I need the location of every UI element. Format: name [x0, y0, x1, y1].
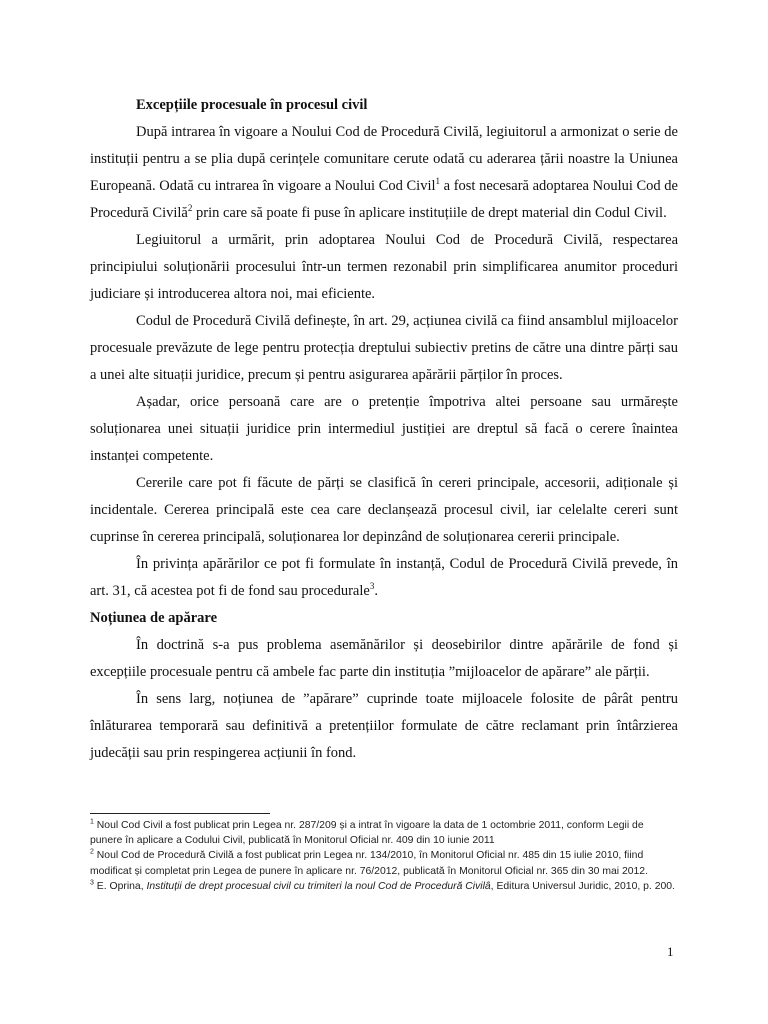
paragraph-7: În doctrină s-a pus problema asemănărilor și deosebirilor dintre apărările de fond și excepțiile procesuale pentru că ambele fac parte din instituția ”mijloacelor de apărare” ale părții. [90, 637, 678, 680]
footnote-3 [90, 879, 678, 894]
paragraph-3: Codul de Procedură Civilă definește, în art. 29, acțiunea civilă ca fiind ansamblul mijloacelor procesuale prevăzute de lege pentru protecția dreptului subiectiv pretins de către una dintre părți sau a unei alte situații juridice, precum și pentru asigurarea apărării părților în proces. [90, 313, 678, 383]
paragraph-1-part-c: prin care să poate fi puse în aplicare instituțiile de drept material din Codul Civil. [192, 205, 667, 221]
footnotes [90, 818, 678, 894]
paragraph-1-part-b: a fost necesară adoptarea Noului Cod de Procedură Civilă [90, 178, 678, 221]
footnote-ref-3[interactable]: 3 [369, 581, 375, 592]
document-title: Excepțiile procesuale în procesul civil [136, 97, 368, 113]
footnote-3-publisher: , Editura Universul Juridic, 2010, p. 200. [490, 880, 675, 892]
footnote-number-2: 2 [90, 848, 94, 856]
footnote-divider [90, 813, 270, 814]
page-number: 1 [667, 944, 674, 959]
paragraph-1-part-a: După intrarea în vigoare a Noului Cod de Procedură Civilă, legiuitorul a armonizat o serie de instituții pentru a se plia după cerințele comunitare cerute odată cu aderarea țării noastre la Uniunea Europeană. Odată cu intrarea în vigoare a Noului Cod Civil [90, 124, 678, 194]
footnote-number-3: 3 [90, 879, 94, 887]
footnote-1 [90, 818, 678, 848]
section-heading: Noțiunea de apărare [90, 610, 218, 626]
paragraph-6-part-a: În privința apărărilor ce pot fi formulate în instanță, Codul de Procedură Civilă prevede, în art. 31, că acestea pot fi de fond sau procedurale [90, 556, 678, 599]
body-text [90, 92, 678, 767]
footnote-text-1: Noul Cod Civil a fost publicat prin Legea nr. 287/209 și a intrat în vigoare la data de 1 octombrie 2011, conform Legii de punere în aplicare a Codului Civil, publicată în Monitorul Oficial nr. 409 din 10 iunie 2011 [90, 820, 644, 847]
footnote-2 [90, 848, 678, 878]
footnote-number-1: 1 [90, 818, 94, 826]
paragraph-5: Cererile care pot fi făcute de părți se clasifică în cereri principale, accesorii, adiționale și incidentale. Cererea principală este cea care declanșează procesul civil, iar celelalte cereri sunt cuprinse în cererea principală, soluționarea lor depinzând de soluționarea cererii principale. [90, 475, 678, 545]
paragraph-8: În sens larg, noțiunea de ”apărare” cuprinde toate mijloacele folosite de pârât pentru înlăturarea temporară sau definitivă a pretențiilor formulate de către reclamant prin întârzierea judecății sau prin respingerea acțiunii în fond. [90, 691, 678, 761]
paragraph-2: Legiuitorul a urmărit, prin adoptarea Noului Cod de Procedură Civilă, respectarea principiului soluționării procesului într-un termen rezonabil prin simplificarea anumitor proceduri judiciare și introducerea altora noi, mai eficiente. [90, 232, 678, 302]
footnote-3-author: E. Oprina, [96, 880, 147, 892]
footnote-ref-1[interactable]: 1 [435, 176, 441, 187]
footnote-ref-2[interactable]: 2 [187, 203, 193, 214]
paragraph-6-part-b: . [374, 583, 378, 599]
footnote-text-2: Noul Cod de Procedură Civilă a fost publicat prin Legea nr. 134/2010, în Monitorul Oficial nr. 485 din 15 iulie 2010, fiind modificat și completat prin Legea de punere în aplicare nr. 76/2012, publicată în Monitorul Oficial nr. 365 din 30 mai 2012. [90, 850, 648, 877]
paragraph-4: Așadar, orice persoană care are o pretenție împotriva altei persoane sau urmărește soluționarea unei situații juridice prin intermediul justiției are dreptul să facă o cerere înaintea instanței competente. [90, 394, 678, 464]
footnote-3-book-title: Instituții de drept procesual civil cu trimiteri la noul Cod de Procedură Civilâ [146, 880, 491, 892]
paragraph-6 [90, 551, 678, 605]
paragraph-1 [90, 119, 678, 227]
